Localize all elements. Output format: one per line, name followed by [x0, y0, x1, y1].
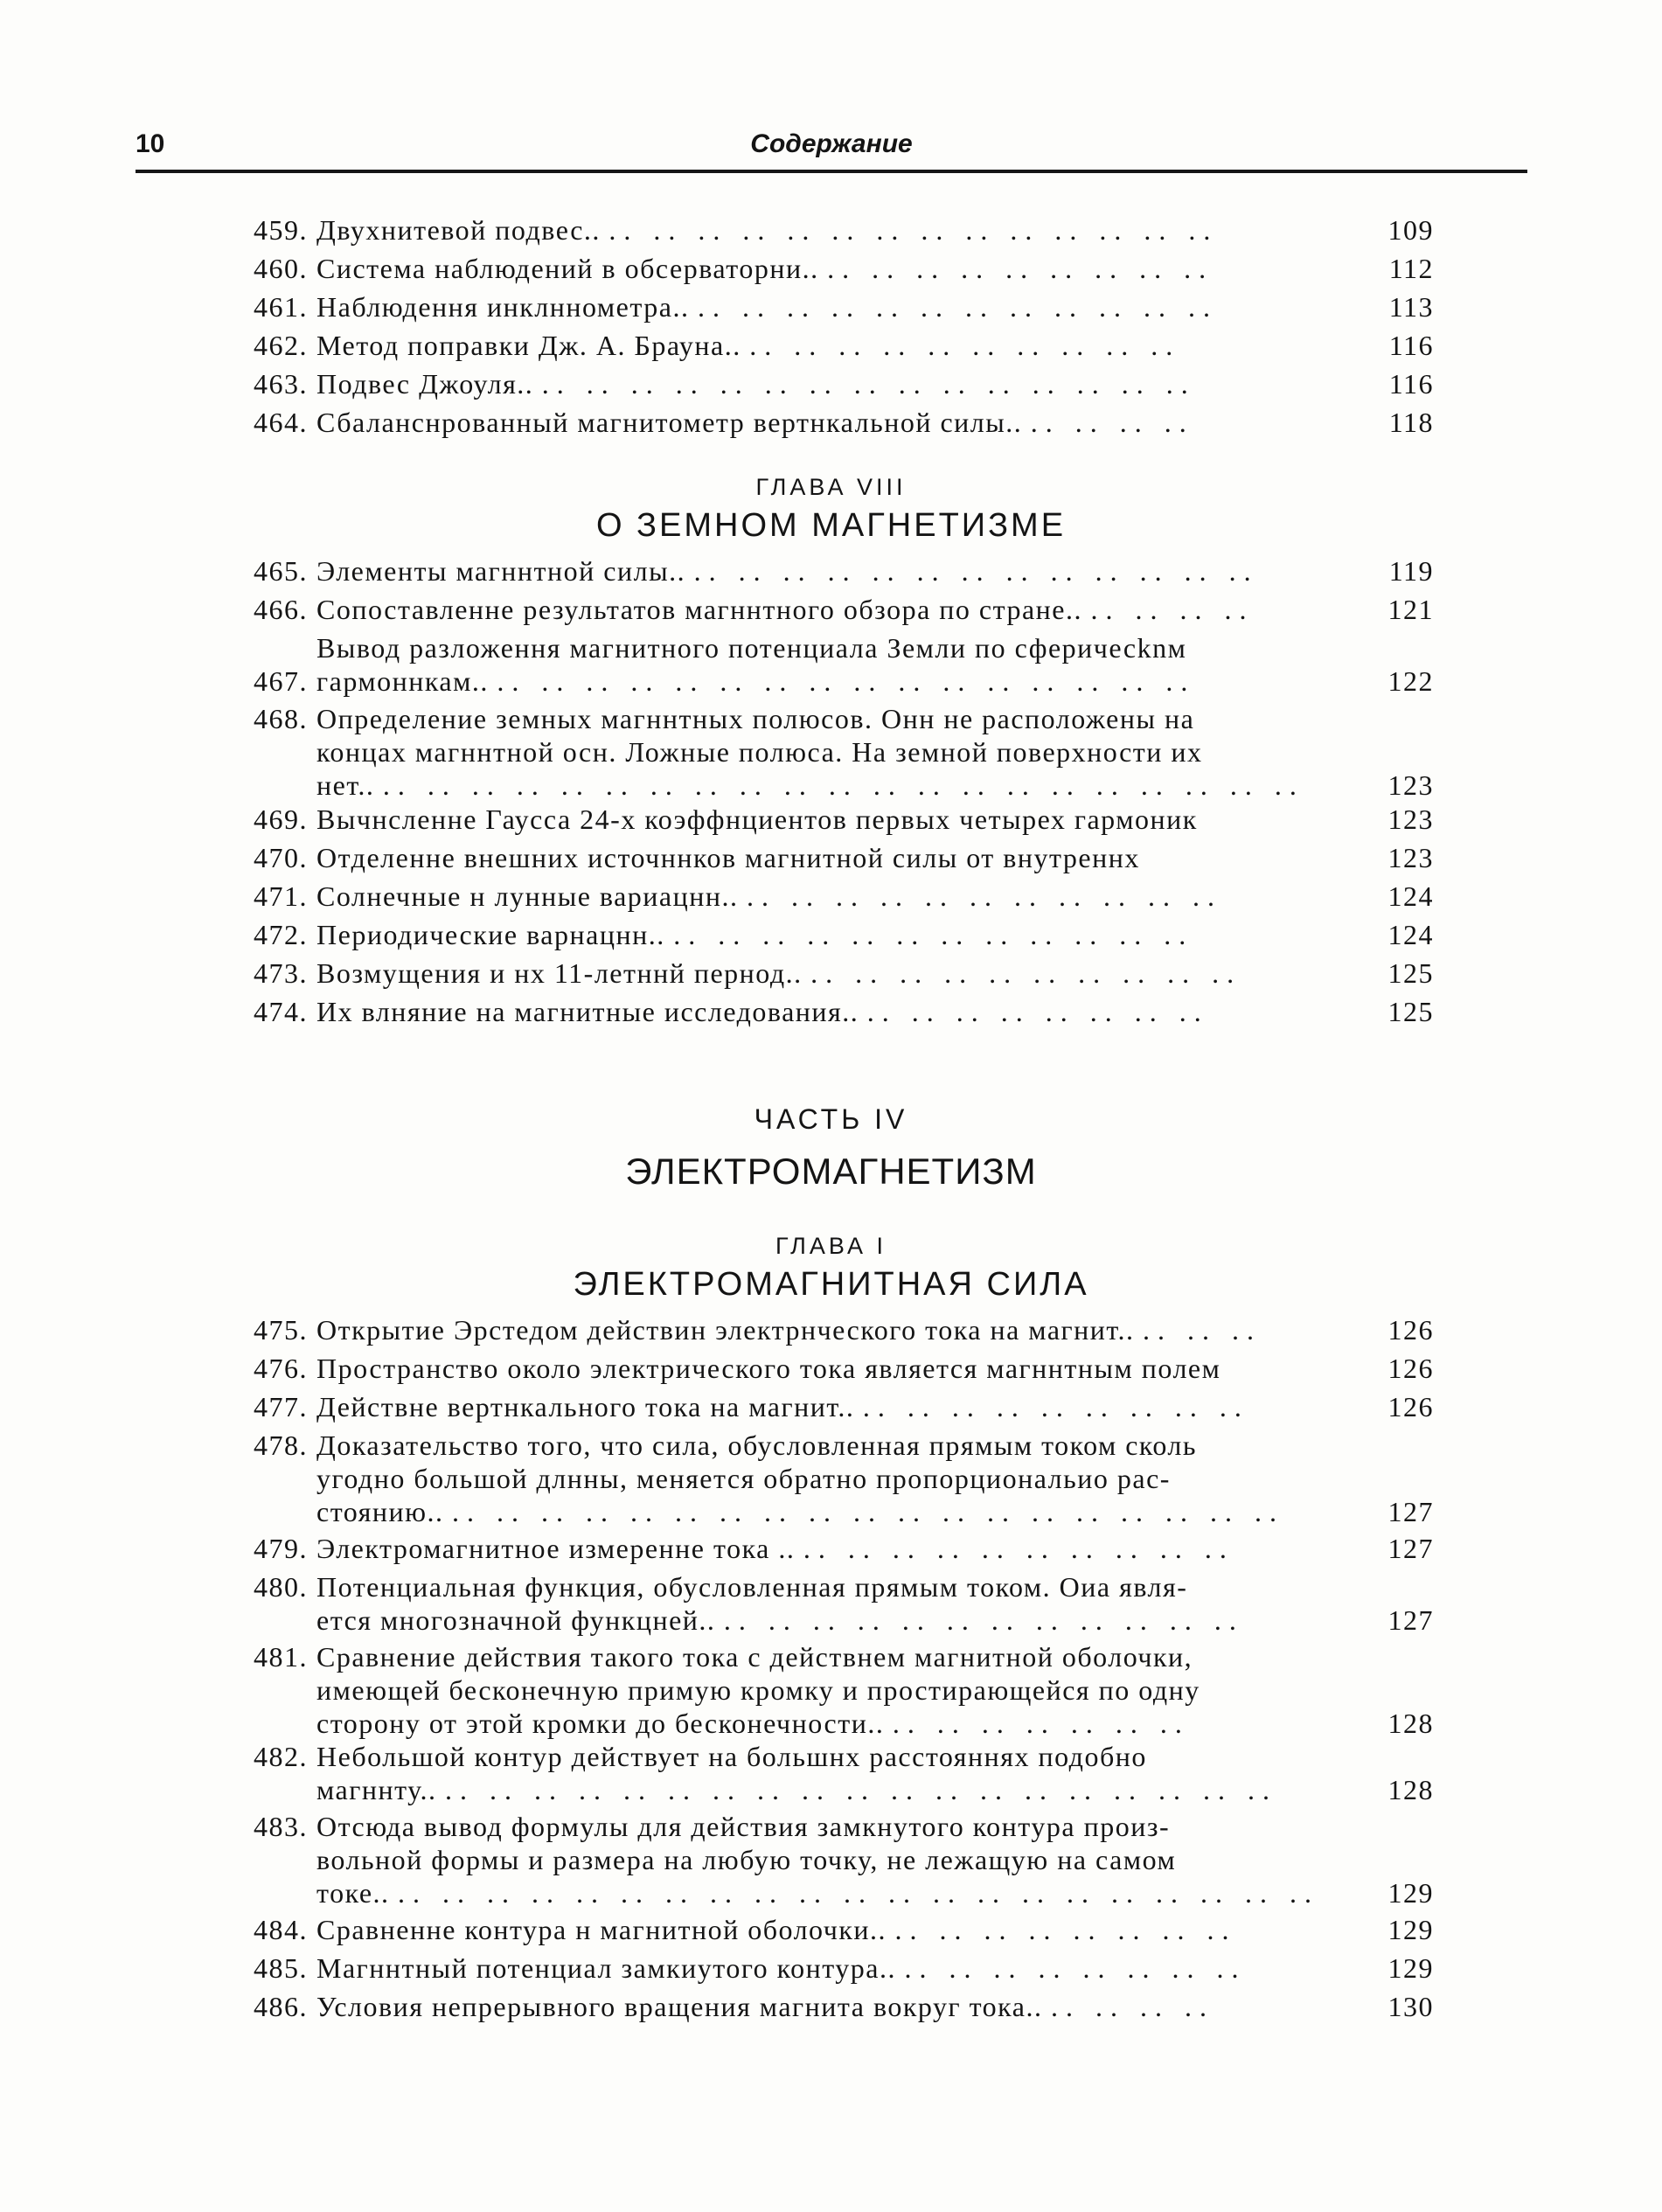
dot-leader: .. .. .. .. .. .. .. .. .. .. .. .. .. .. .. .. .. .. .. [444, 1774, 1277, 1805]
chapter-label: ГЛАВА I [775, 1233, 887, 1259]
dot-leader: .. .. .. .. .. .. .. .. .. .. .. .. [697, 291, 1218, 323]
entry-number: 482. [254, 1741, 308, 1772]
entry-number: 473. [254, 957, 308, 989]
running-head [136, 122, 1527, 166]
entry-page: 123 [1387, 842, 1434, 873]
entry-page: 116 [1388, 368, 1434, 400]
entry-title: Солнечные н лунные вариацнн.. .. .. .. .. .. .. .. .. .. .. .. [316, 880, 1222, 912]
dot-leader: .. .. .. .. .. .. .. .. .. .. .. .. .. .. .. .. .. .. .. .. .. [398, 1877, 1320, 1909]
entry-number: 461. [254, 291, 308, 323]
page-number: 10 [136, 129, 165, 158]
entry-title: Периодические варнацнн.. .. .. .. .. .. .. .. .. .. .. .. .. [316, 919, 1194, 950]
entry-number: 471. [254, 880, 308, 912]
entry-page: 126 [1387, 1314, 1434, 1346]
page-title: Содержание [750, 129, 913, 158]
dot-leader: .. .. .. .. .. .. .. .. .. .. .. .. [673, 919, 1194, 950]
entry-page: 118 [1388, 407, 1434, 438]
entry-number: 485. [254, 1952, 308, 1984]
dot-leader: .. .. .. .. .. .. .. .. .. .. .. .. .. .. .. .. [497, 665, 1196, 697]
entry-page: 126 [1387, 1353, 1434, 1384]
dot-leader: .. .. .. .. [1090, 594, 1255, 625]
entry-number: 479. [254, 1533, 308, 1564]
entry-number: 481. [254, 1641, 308, 1673]
dot-leader: .. .. .. .. .. .. .. .. [904, 1952, 1247, 1984]
toc-entry[interactable] [229, 1640, 1434, 1740]
entry-title: Подвес Джоуля.. .. .. .. .. .. .. .. .. .. .. .. .. .. .. .. [316, 368, 1196, 400]
toc-entry[interactable] [229, 406, 1434, 439]
entry-number: 467. [254, 665, 308, 697]
entry-page: 119 [1388, 555, 1434, 587]
dot-leader: .. .. .. .. .. .. .. .. .. .. .. .. [723, 1604, 1244, 1636]
toc-entry[interactable] [229, 995, 1434, 1028]
entry-number: 464. [254, 407, 308, 438]
entry-title: Потенциальная функция, обусловленная прямым током. Оиа явля- ется многозначной функцней.. .. .. .. .. .. .. .. .. .. .. .. .. [316, 1571, 1244, 1636]
toc-entry[interactable] [229, 1570, 1434, 1637]
entry-page: 123 [1387, 803, 1434, 835]
header-rule [136, 170, 1527, 173]
entry-number: 470. [254, 842, 308, 873]
entry-page: 124 [1387, 919, 1434, 950]
entry-number: 484. [254, 1914, 308, 1945]
dot-leader: .. .. .. .. .. .. .. .. .. .. .. [746, 880, 1222, 912]
entry-title: Элементы магннтной силы.. .. .. .. .. .. .. .. .. .. .. .. .. .. [316, 555, 1259, 587]
entry-title: Сравнение действия такого тока с действнем магнитной оболочки, имеющей бесконечную примую кромку и простирающейся по одну сторону от этой кромки до бесконечности.. .. .. .. .. .. .. .. [316, 1641, 1200, 1739]
entry-number: 474. [254, 996, 308, 1027]
entry-number: 469. [254, 803, 308, 835]
entry-number: 468. [254, 703, 308, 734]
dot-leader: .. .. .. .. .. .. .. .. .. .. [749, 330, 1181, 361]
entry-page: 123 [1387, 769, 1434, 801]
entry-page: 129 [1387, 1914, 1434, 1945]
chapter-title: О ЗЕМНОМ МАГНЕТИЗМЕ [595, 507, 1067, 544]
toc-entry[interactable] [229, 1352, 1434, 1385]
entry-number: 478. [254, 1429, 308, 1461]
toc-entry[interactable] [229, 803, 1434, 836]
entry-title: Отсюда вывод формулы для действия замкнутого контура произ- вольной формы и размера на любую точку, не лежащую на самом токе.. .. .. .. .. .. .. .. .. .. .. .. .. .. .. .. .. .. .. .. .. .. [316, 1811, 1320, 1909]
entry-number: 472. [254, 919, 308, 950]
entry-title: Отделенне внешних источннков магнитной силы от внутреннх [316, 842, 1140, 873]
toc-entry[interactable] [229, 1429, 1434, 1528]
entry-page: 126 [1387, 1391, 1434, 1422]
entry-number: 465. [254, 555, 308, 587]
entry-title: Двухнитевой подвес.. .. .. .. .. .. .. .. .. .. .. .. .. .. .. [316, 214, 1219, 246]
toc-entry[interactable] [229, 631, 1434, 698]
entry-number: 462. [254, 330, 308, 361]
dot-leader: .. .. .. .. .. .. .. .. .. [862, 1391, 1249, 1422]
entry-page: 113 [1388, 291, 1434, 323]
entry-title: Доказательство того, что сила, обусловленная прямым током сколь угодно большой длнны, меняется обратно пропорциональио рас- стоянию.. .. .. .. .. .. .. .. .. .. .. .. .. .. .. .. .. .. .. .. [316, 1429, 1285, 1527]
entry-title: Открытие Эрстедом действин электрнческого тока на магнит.. .. .. .. [316, 1314, 1262, 1346]
toc-entry[interactable] [229, 1532, 1434, 1565]
dot-leader: .. .. .. .. .. .. .. .. .. .. .. .. .. .. .. .. .. .. .. [452, 1496, 1285, 1527]
dot-leader: .. .. .. [1142, 1314, 1262, 1346]
entry-title: Возмущения и нх 11-летннй пернод.. .. .. .. .. .. .. .. .. .. .. [316, 957, 1242, 989]
entry-title: Метод поправки Дж. А. Брауна.. .. .. .. .. .. .. .. .. .. .. [316, 330, 1181, 361]
dot-leader: .. .. .. .. .. .. .. .. .. .. .. .. .. .. .. [541, 368, 1196, 400]
entry-page: 121 [1387, 594, 1434, 625]
entry-page: 109 [1387, 214, 1434, 246]
dot-leader: .. .. .. .. .. .. .. .. [894, 1914, 1237, 1945]
entry-number: 480. [254, 1571, 308, 1603]
entry-page: 122 [1387, 665, 1434, 697]
entry-title: Наблюдення инклнномeтра.. .. .. .. .. .. .. .. .. .. .. .. .. [316, 291, 1218, 323]
toc-entry[interactable] [229, 1810, 1434, 1909]
entry-title: Определение земных магннтных полюсов. Онн не расположены на концах магннтной осн. Ложные полюса. На земной поверхности их нет.. .. .. .. .. .. .. .. .. .. .. .. .. .. .. .. .. .. .. .. .. .. [316, 703, 1304, 801]
toc-entry[interactable] [229, 1390, 1434, 1423]
entry-number: 476. [254, 1353, 308, 1384]
entry-page: 125 [1387, 957, 1434, 989]
toc-entry[interactable] [229, 918, 1434, 951]
dot-leader: .. .. .. .. .. .. .. .. .. .. [803, 1533, 1234, 1564]
dot-leader: .. .. .. .. .. .. .. .. .. .. .. .. .. .. .. .. .. .. .. .. .. [382, 769, 1304, 801]
toc-entry[interactable] [229, 841, 1434, 874]
entry-page: 127 [1387, 1496, 1434, 1527]
entry-number: 475. [254, 1314, 308, 1346]
entry-title: Сбаланснрованный магнитометр вертнкальной силы.. .. .. .. .. [316, 407, 1194, 438]
entry-number: 463. [254, 368, 308, 400]
entry-number: 466. [254, 594, 308, 625]
entry-page: 127 [1387, 1604, 1434, 1636]
entry-title: Сопоставленне результатов магннтного обзора по стране.. .. .. .. .. [316, 594, 1255, 625]
entry-page: 130 [1387, 1991, 1434, 2022]
toc-entry[interactable] [229, 252, 1434, 285]
dot-leader: .. .. .. .. .. .. .. .. .. .. .. .. .. .. [608, 214, 1219, 246]
entry-page: 116 [1388, 330, 1434, 361]
dot-leader: .. .. .. .. .. .. .. [892, 1708, 1190, 1739]
dot-leader: .. .. .. .. [1050, 1991, 1214, 2022]
dot-leader: .. .. .. .. .. .. .. .. .. [827, 253, 1214, 284]
entry-title: Небольшой контур действует на большнх расстояннях подобно магннту.. .. .. .. .. .. .. .. .. .. .. .. .. .. .. .. .. .. .. .. [316, 1741, 1277, 1805]
toc-entry[interactable] [229, 1740, 1434, 1806]
dot-leader: .. .. .. .. [1030, 407, 1194, 438]
entry-title: Действне вертнкального тока на магнит.. .. .. .. .. .. .. .. .. .. [316, 1391, 1249, 1422]
entry-page: 129 [1387, 1877, 1434, 1909]
entry-title: Условия непрерывного вращения магнита вокруг тока.. .. .. .. .. [316, 1991, 1214, 2022]
dot-leader: .. .. .. .. .. .. .. .. .. .. .. .. .. [693, 555, 1259, 587]
entry-page: 128 [1387, 1774, 1434, 1805]
entry-title: Сравненне контура н магнитной оболочки.. .. .. .. .. .. .. .. .. [316, 1914, 1237, 1945]
entry-page: 127 [1387, 1533, 1434, 1564]
toc-entry[interactable] [229, 593, 1434, 626]
toc-entry[interactable] [229, 880, 1434, 913]
toc-entry[interactable] [229, 329, 1434, 362]
dot-leader: .. .. .. .. .. .. .. .. .. .. [810, 957, 1242, 989]
entry-page: 128 [1387, 1708, 1434, 1739]
entry-title: Магннтный потенциал замкиутого контура.. .. .. .. .. .. .. .. .. [316, 1952, 1247, 1984]
entry-number: 486. [254, 1991, 308, 2022]
toc-entry[interactable] [229, 702, 1434, 802]
toc-entry[interactable] [229, 1313, 1434, 1346]
entry-page: 112 [1388, 253, 1434, 284]
entry-number: 477. [254, 1391, 308, 1422]
chapter-title: ЭЛЕКТРОМАГНИТНАЯ СИЛА [573, 1266, 1089, 1303]
entry-title: Вычнсленне Гаусса 24-х коэффнциентов первых четырех гармоник [316, 803, 1198, 835]
entry-page: 125 [1387, 996, 1434, 1027]
entry-page: 129 [1387, 1952, 1434, 1984]
entry-title: Их влняние на магнитные исследования.. .. .. .. .. .. .. .. .. [316, 996, 1209, 1027]
toc-entry[interactable] [229, 1913, 1434, 1946]
toc-entry[interactable] [229, 554, 1434, 588]
chapter-label: ГЛАВА VIII [755, 474, 907, 500]
toc-entry[interactable] [229, 213, 1434, 247]
toc-entry[interactable] [229, 367, 1434, 400]
entry-number: 460. [254, 253, 308, 284]
entry-number: 459. [254, 214, 308, 246]
toc-entry[interactable] [229, 956, 1434, 990]
dot-leader: .. .. .. .. .. .. .. .. [866, 996, 1209, 1027]
toc-entry[interactable] [229, 1951, 1434, 1985]
entry-number: 483. [254, 1811, 308, 1842]
entry-title: Пространство около электрического тока является магннтным полем [316, 1353, 1221, 1384]
entry-title: Система наблюдений в обсерваторни.. .. .. .. .. .. .. .. .. .. [316, 253, 1214, 284]
entry-title: Электромагнитное измеренне тока .. .. .. .. .. .. .. .. .. .. .. [316, 1533, 1234, 1564]
part-title: ЭЛЕКТРОМАГНЕТИЗМ [625, 1151, 1037, 1192]
entry-page: 124 [1387, 880, 1434, 912]
toc-entry[interactable] [229, 1990, 1434, 2023]
part-label: ЧАСТЬ IV [754, 1103, 908, 1135]
toc-entry[interactable] [229, 290, 1434, 323]
entry-title: Вывод разложення магнитного потенциала Земли по сферичесknм гармоннкам.. .. .. .. .. .. .. .. .. .. .. .. .. .. .. .. .. [316, 632, 1196, 697]
